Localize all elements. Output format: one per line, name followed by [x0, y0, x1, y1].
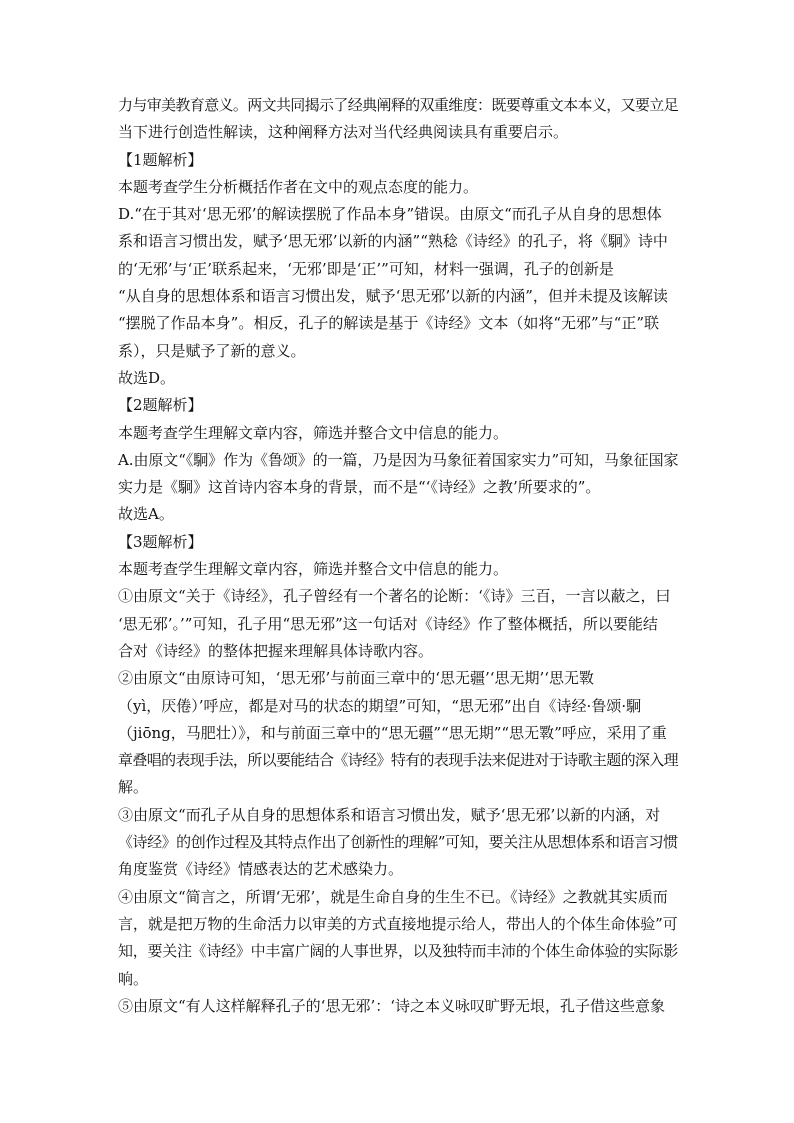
text-line: 的‘无邪’与‘正’联系起来，‘无邪’即是‘正’”可知，材料一强调，孔子的创新是 [118, 259, 614, 278]
section-heading: 【1题解析】 [118, 150, 203, 169]
text-line: 实力是《駉》这首诗内容本身的背景，而不是“‘《诗经》之教’所要求的”。 [118, 478, 601, 497]
text-line: 角度鉴赏《诗经》情感表达的艺术感染力。 [118, 860, 404, 879]
section-heading: 【2题解析】 [118, 396, 203, 415]
text-line: “摆脱了作品本身”。相反，孔子的解读是基于《诗经》文本（如将“无邪”与“正”联 [118, 314, 660, 333]
text-line: ④由原文“简言之，所谓‘无邪’，就是生命自身的生生不已。《诗经》之教就其实质而 [118, 887, 668, 906]
text-line: 知，要关注《诗经》中丰富广阔的人事世界，以及独特而丰沛的个体生命体验的实际影 [118, 942, 679, 961]
text-line: “从自身的思想体系和语言习惯出发，赋予‘思无邪’以新的内涵”，但并未提及该解读 [118, 287, 668, 306]
text-line: D.“在于其对‘思无邪’的解读摆脱了作品本身”错误。由原文“而孔子从自身的思想体 [118, 205, 662, 224]
text-line: ①由原文“关于《诗经》，孔子曾经有一个著名的论断：‘《诗》三百，一言以蔽之，曰 [118, 587, 671, 606]
text-line: ⑤由原文“有人这样解释孔子的‘思无邪’：‘诗之本义咏叹旷野无垠，孔子借这些意象 [118, 996, 665, 1015]
text-line: ②由原文“由原诗可知，‘思无邪’与前面三章中的‘思无疆’‘思无期’‘思无斁 [118, 669, 595, 688]
text-line: ‘思无邪’。’”可知，孔子用“思无邪”这一句话对《诗经》作了整体概括，所以要能结 [118, 614, 658, 633]
answer-line: 故选D。 [118, 368, 176, 387]
text-line: （jiōng，马肥壮）》，和与前面三章中的“思无疆”“思无期”“思无斁”呼应，采用了重 [118, 723, 667, 742]
text-line: 本题考查学生理解文章内容，筛选并整合文中信息的能力。 [118, 560, 509, 579]
answer-line: 故选A。 [118, 505, 174, 524]
text-line: 系），只是赋予了新的意义。 [118, 341, 306, 360]
text-line: 当下进行创造性解读，这种阐释方法对当代经典阅读具有重要启示。 [118, 123, 569, 142]
text-line: ③由原文“而孔子从自身的思想体系和语言习惯出发，赋予‘思无邪’以新的内涵，对 [118, 805, 661, 824]
text-line: 章叠唱的表现手法，所以要能结合《诗经》特有的表现手法来促进对于诗歌主题的深入理 [118, 751, 679, 770]
text-line: 响。 [118, 969, 149, 988]
text-line: （yì，厌倦）’呼应，都是对马的状态的期望”可知，“思无邪”出自《诗经·鲁颂·駉 [118, 696, 642, 715]
text-line: 言，就是把万物的生命活力以审美的方式直接地提示给人，带出人的个体生命体验”可 [118, 914, 678, 933]
text-line: 《诗经》的创作过程及其特点作出了创新性的理解”可知，要关注从思想体系和语言习惯 [118, 833, 678, 852]
document-body [118, 92, 678, 1020]
section-heading: 【3题解析】 [118, 532, 203, 551]
text-line: 力与审美教育意义。两文共同揭示了经典阐释的双重维度：既要尊重文本本义，又要立足 [118, 96, 679, 114]
text-line: 系和语言习惯出发，赋予‘思无邪’以新的内涵”“熟稔《诗经》的孔子，将《駉》诗中 [118, 232, 668, 251]
text-line: 合对《诗经》的整体把握来理解具体诗歌内容。 [118, 641, 434, 660]
text-line: 本题考查学生分析概括作者在文中的观点态度的能力。 [118, 177, 479, 196]
text-line: 解。 [118, 778, 149, 797]
text-line: A.由原文“《駉》作为《鲁颂》的一篇，乃是因为马象征着国家实力”可知，马象征国家 [118, 450, 679, 469]
text-line: 本题考查学生理解文章内容，筛选并整合文中信息的能力。 [118, 423, 509, 442]
